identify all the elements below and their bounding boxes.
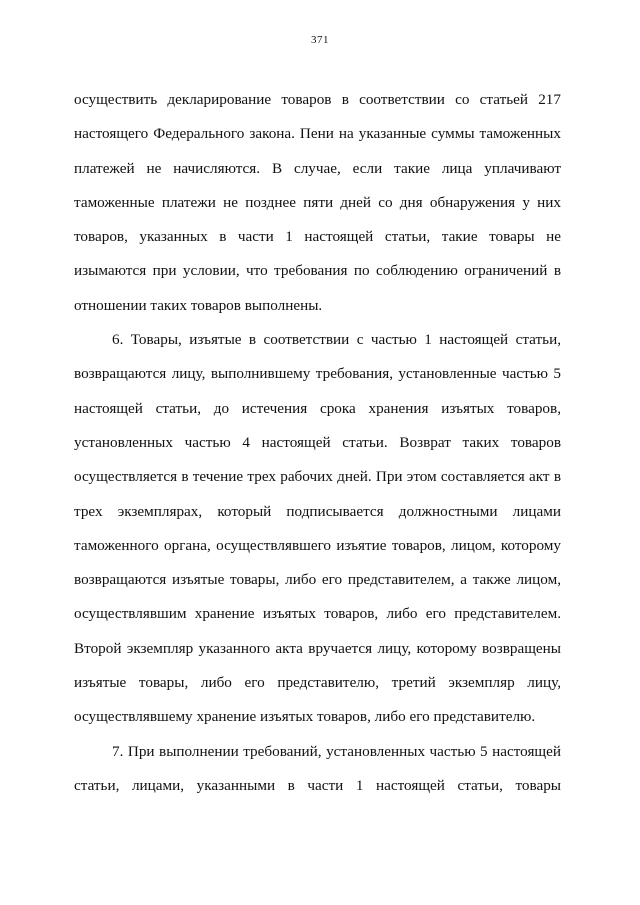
text-line: установленных частью 4 настоящей статьи. Возврат таких товаров (74, 433, 561, 451)
text-line: возвращаются лицу, выполнившему требования, установленные частью 5 (74, 365, 561, 383)
text-line: настоящей статьи, до истечения срока хранения изъятых товаров, (74, 399, 561, 417)
text-line: 7. При выполнении требований, установленных частью 5 настоящей (112, 742, 561, 760)
text-line: настоящего Федерального закона. Пени на указанные суммы таможенных (74, 125, 561, 143)
text-line: отношении таких товаров выполнены. (74, 296, 323, 314)
text-line: трех экземплярах, который подписывается должностными лицами (74, 502, 561, 520)
text-line: изымаются при условии, что требования по соблюдению ограничений в (74, 262, 561, 280)
text-line: таможенные платежи не позднее пяти дней со дня обнаружения у них (74, 193, 561, 211)
text-line: осуществить декларирование товаров в соответствии со статьей 217 (74, 91, 561, 108)
text-line: осуществлявшему хранение изъятых товаров, либо его представителю. (74, 708, 536, 726)
text-line: платежей не начисляются. В случае, если такие лица уплачивают (74, 159, 561, 177)
text-line: возвращаются изъятые товары, либо его представителем, а также лицом, (74, 571, 561, 589)
text-line: осуществляется в течение трех рабочих дней. При этом составляется акт в (74, 468, 561, 486)
text-line: изъятые товары, либо его представителю, третий экземпляр лицу, (74, 674, 561, 692)
text-line: таможенного органа, осуществлявшего изъятие товаров, лицом, которому (74, 536, 561, 554)
document-body (74, 83, 561, 803)
page-number: 371 (311, 34, 329, 46)
text-line: 6. Товары, изъятые в соответствии с частью 1 настоящей статьи, (112, 331, 561, 349)
text-line: статьи, лицами, указанными в части 1 настоящей статьи, товары (74, 776, 561, 794)
text-line: осуществлявшим хранение изъятых товаров, либо его представителем. (74, 605, 561, 623)
text-line: Второй экземпляр указанного акта вручается лицу, которому возвращены (74, 639, 561, 657)
text-line: товаров, указанных в части 1 настоящей статьи, такие товары не (74, 228, 561, 246)
